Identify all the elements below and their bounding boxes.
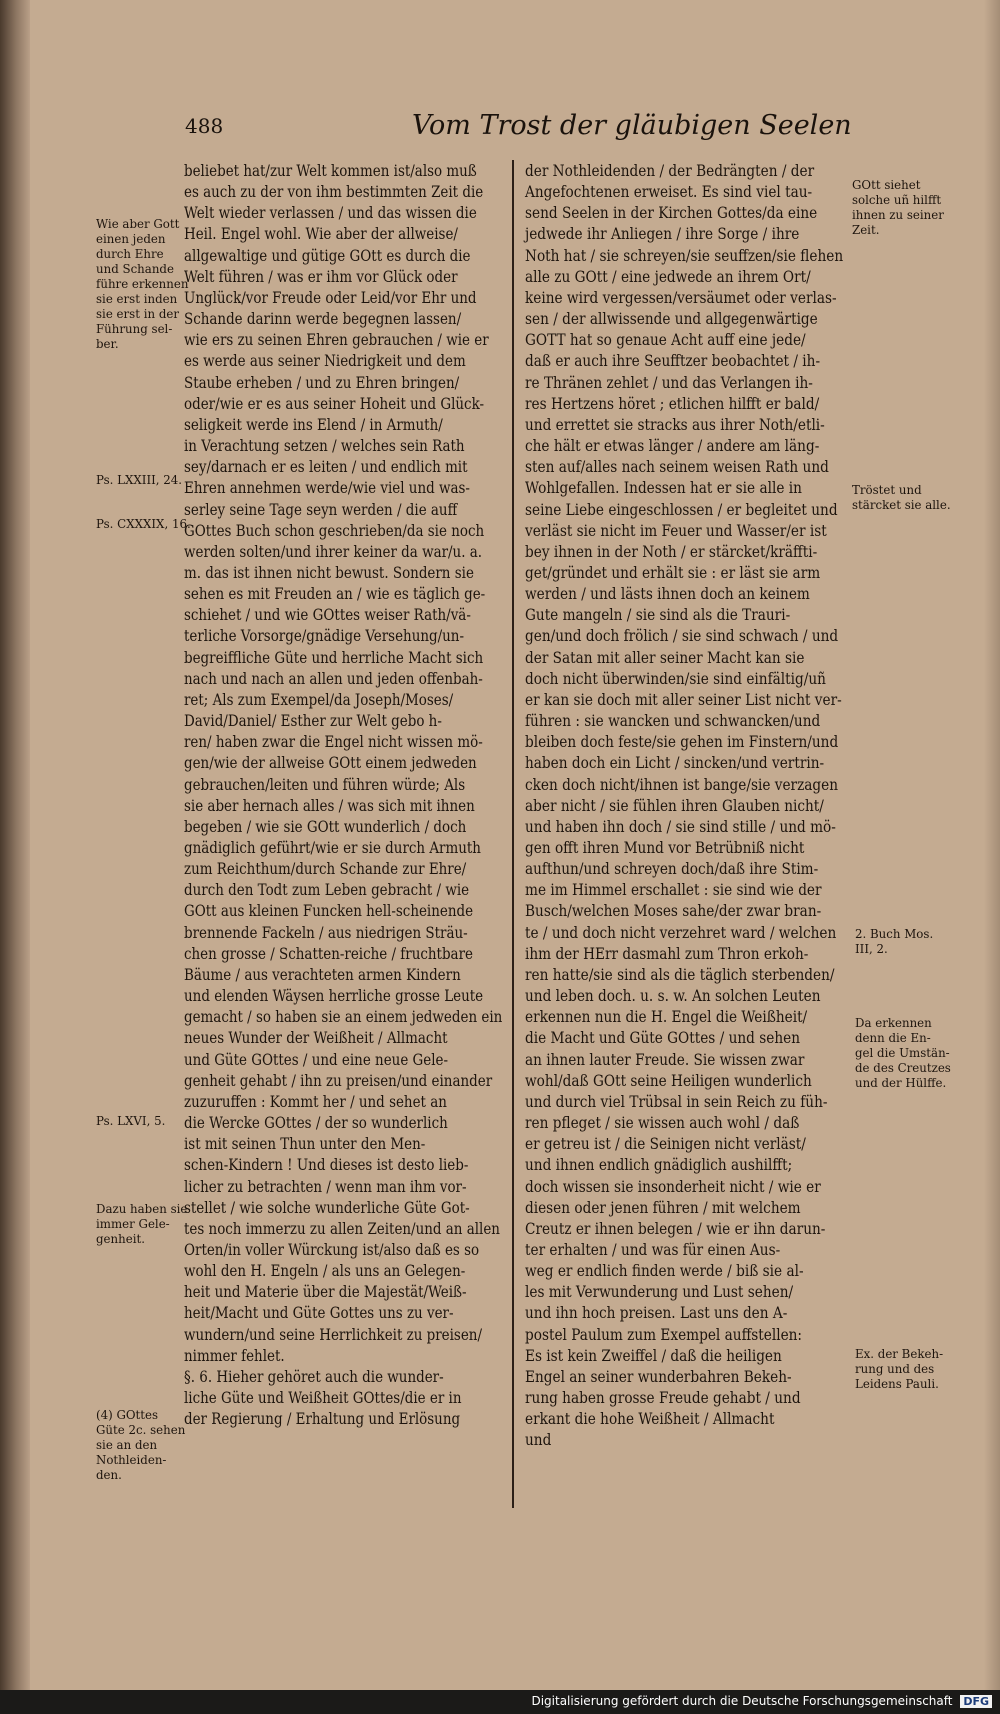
text-line: Orten/in voller Würckung ist/also daß es so xyxy=(184,1239,480,1259)
text-line: bleiben doch feste/sie gehen im Finstern/und xyxy=(525,732,839,752)
text-line: Welt wieder verlassen / und das wissen die xyxy=(184,203,477,223)
text-line: Noth hat / sie schreyen/sie seuffzen/sie flehen xyxy=(525,245,844,265)
text-line: sey/darnach er es leiten / und endlich mit xyxy=(184,457,468,477)
margin-note-gottes-guete: (4) GOttes Güte 2c. sehen sie an den Nothleiden- den. xyxy=(96,1408,186,1482)
margin-note-da-erkennen: Da erkennen denn die En- gel die Umstän- de des Creutzes und der Hülffe. xyxy=(855,1016,951,1090)
text-line: wohl/daß GOtt seine Heiligen wunderlich xyxy=(525,1070,812,1090)
text-line: seine Liebe eingeschlossen / er begleitet und xyxy=(525,499,838,519)
text-line: ren/ haben zwar die Engel nicht wissen mö- xyxy=(184,732,483,752)
text-line: werden solten/und ihrer keiner da war/u. a. xyxy=(184,541,483,561)
text-line: me im Himmel erschallet : sie sind wie der xyxy=(525,880,822,900)
text-line: daß er auch ihre Seufftzer beobachtet / ih- xyxy=(525,351,821,371)
text-line: Ehren annehmen werde/wie viel und was- xyxy=(184,478,470,498)
column-divider xyxy=(512,160,514,1508)
text-line: re Thränen zehlet / und das Verlangen ih- xyxy=(525,372,813,392)
text-line: zuzuruffen : Kommt her / und sehet an xyxy=(184,1091,447,1111)
text-line: er getreu ist / die Seinigen nicht verläst/ xyxy=(525,1134,806,1154)
text-line: weg er endlich finden werde / biß sie al- xyxy=(525,1261,804,1281)
text-line: Welt führen / was er ihm vor Glück oder xyxy=(184,266,458,286)
margin-note-gott-siehet: GOtt siehet solche uñ hilfft ihnen zu seiner Zeit. xyxy=(852,178,944,237)
text-line: terliche Vorsorge/gnädige Versehung/un- xyxy=(184,626,465,646)
text-line: der Regierung / Erhaltung und Erlösung xyxy=(184,1409,461,1429)
margin-note-dazu-haben: Dazu haben sie immer Gele- genheit. xyxy=(96,1202,188,1246)
text-line: Bäume / aus verachteten armen Kindern xyxy=(184,964,461,984)
text-line: §. 6. Hieher gehöret auch die wunder- xyxy=(184,1366,444,1386)
text-line: führen : sie wancken und schwancken/und xyxy=(525,711,821,731)
margin-note-wie-aber-gott: Wie aber Gott einen jeden durch Ehre und Schande führe erkennen sie erst inden sie erst in der Führung sel- ber. xyxy=(96,217,189,351)
text-line: er kan sie doch mit aller seiner List nicht ver- xyxy=(525,689,842,709)
text-line: Schande darinn werde begegnen lassen/ xyxy=(184,309,462,329)
text-line: Busch/welchen Moses sahe/der zwar bran- xyxy=(525,901,822,921)
text-line: wundern/und seine Herrlichkeit zu preisen/ xyxy=(184,1324,482,1344)
text-line: gebrauchen/leiten und führen würde; Als xyxy=(184,774,466,794)
text-line: liche Güte und Weißheit GOttes/die er in xyxy=(184,1388,462,1408)
text-line: und ihn hoch preisen. Last uns den A- xyxy=(525,1303,788,1323)
text-line: David/Daniel/ Esther zur Welt gebo h- xyxy=(184,711,442,731)
text-line: erkant die hohe Weißheit / Allmacht xyxy=(525,1409,775,1429)
text-line: haben doch ein Licht / sincken/und vertrin- xyxy=(525,753,825,773)
text-line: che hält er etwas länger / andere am läng- xyxy=(525,436,820,456)
text-line: schiehet / und wie GOttes weiser Rath/vä- xyxy=(184,605,471,625)
text-line: aber nicht / sie fühlen ihren Glauben nicht/ xyxy=(525,795,824,815)
text-line: Heil. Engel wohl. Wie aber der allweise/ xyxy=(184,224,458,244)
text-line: les mit Verwunderung und Lust sehen/ xyxy=(525,1282,794,1302)
text-line: und errettet sie stracks aus ihrer Noth/etli- xyxy=(525,414,825,434)
text-line: rung haben grosse Freude gehabt / und xyxy=(525,1388,801,1408)
text-line: serley seine Tage seyn werden / die auff xyxy=(184,499,458,519)
text-line: GOtt aus kleinen Funcken hell-scheinende xyxy=(184,901,474,921)
book-binding xyxy=(0,0,30,1690)
text-line: doch wissen sie insonderheit nicht / wie er xyxy=(525,1176,821,1196)
text-line: schen-Kindern ! Und dieses ist desto lieb- xyxy=(184,1155,469,1175)
text-line: ihm der HErr dasmahl zum Thron erkoh- xyxy=(525,943,809,963)
running-head: Vom Trost der gläubigen Seelen xyxy=(412,110,852,141)
text-line: beliebet hat/zur Welt kommen ist/also muß xyxy=(184,161,477,180)
credit-text: Digitalisierung gefördert durch die Deutsche Forschungsgemeinschaft xyxy=(531,1694,953,1708)
text-line: nimmer fehlet. xyxy=(184,1345,285,1365)
text-line: te / und doch nicht verzehret ward / welchen xyxy=(525,922,837,942)
left-text-column xyxy=(184,160,560,1429)
text-line: gemacht / so haben sie an einem jedweden ein xyxy=(184,1007,503,1027)
margin-note-ps-139: Ps. CXXXIX, 16. xyxy=(96,517,191,531)
text-line: seligkeit werde ins Elend / in Armuth/ xyxy=(184,414,443,434)
margin-note-ps-66: Ps. LXVI, 5. xyxy=(96,1114,166,1128)
margin-note-buch-mose: 2. Buch Mos. III, 2. xyxy=(855,927,934,956)
text-line: gen offt ihren Mund vor Betrübniß nicht xyxy=(525,838,805,857)
text-line: der Nothleidenden / der Bedrängten / der xyxy=(525,161,815,180)
text-line: diesen oder jenen führen / mit welchem xyxy=(525,1197,801,1217)
text-line: ter erhalten / und was für einen Aus- xyxy=(525,1239,781,1259)
page-edge xyxy=(984,0,1000,1690)
text-line: nach und nach an allen und jeden offenbah- xyxy=(184,668,483,688)
text-line: zum Reichthum/durch Schande zur Ehre/ xyxy=(184,859,467,879)
text-line: stellet / wie solche wunderliche Güte Got- xyxy=(184,1197,470,1217)
text-line: und durch viel Trübsal in sein Reich zu füh- xyxy=(525,1091,828,1111)
text-line: send Seelen in der Kirchen Gottes/da eine xyxy=(525,203,818,223)
text-line: und ihnen endlich gnädiglich aushilfft; xyxy=(525,1155,793,1175)
text-line: aufthun/und schreyen doch/daß ihre Stim- xyxy=(525,859,819,879)
text-line: neues Wunder der Weißheit / Allmacht xyxy=(184,1028,448,1048)
text-line: und haben ihn doch / sie sind stille / und mö- xyxy=(525,816,836,836)
text-line: postel Paulum zum Exempel auffstellen: xyxy=(525,1324,803,1344)
margin-note-ex-bekehrung: Ex. der Bekeh- rung und des Leidens Pauli. xyxy=(855,1347,944,1391)
text-line: Angefochtenen erweiset. Es sind viel tau- xyxy=(525,182,813,202)
text-line: sehen es mit Freuden an / wie es täglich ge- xyxy=(184,584,486,604)
text-line: doch nicht überwinden/sie sind einfältig/uñ xyxy=(525,668,826,688)
margin-note-ps-73: Ps. LXXIII, 24. xyxy=(96,473,183,487)
text-line: Creutz er ihnen belegen / wie er ihn darun- xyxy=(525,1218,826,1238)
text-line: m. das ist ihnen nicht bewust. Sondern sie xyxy=(184,562,474,582)
text-line: der Satan mit aller seiner Macht kan sie xyxy=(525,647,805,667)
text-line: ret; Als zum Exempel/da Joseph/Moses/ xyxy=(184,689,454,709)
dfg-logo-icon: DFG xyxy=(960,1695,992,1708)
text-line: sen / der allwissende und allgegenwärtige xyxy=(525,309,818,329)
text-line: und Güte GOttes / und eine neue Gele- xyxy=(184,1049,449,1069)
text-line: ist mit seinen Thun unter den Men- xyxy=(184,1134,426,1154)
text-line: wie ers zu seinen Ehren gebrauchen / wie er xyxy=(184,330,489,350)
text-line: res Hertzens höret ; etlichen hilfft er bald/ xyxy=(525,393,820,413)
page-number: 488 xyxy=(185,114,224,138)
text-line: Staube erheben / und zu Ehren bringen/ xyxy=(184,372,460,392)
text-line: oder/wie er es aus seiner Hoheit und Glück- xyxy=(184,393,485,413)
page-header xyxy=(40,110,980,146)
text-line: werden / und lästs ihnen doch an keinem xyxy=(525,584,810,604)
text-line: Engel an seiner wunderbahren Bekeh- xyxy=(525,1366,792,1386)
text-line: verläst sie nicht im Feuer und Wasser/er ist xyxy=(525,520,827,540)
text-line: heit und Materie über die Majestät/Weiß- xyxy=(184,1282,467,1302)
text-line: begreiffliche Güte und herrliche Macht sich xyxy=(184,647,484,667)
text-line: es auch zu der von ihm bestimmten Zeit die xyxy=(184,182,484,202)
text-line: Wohlgefallen. Indessen hat er sie alle in xyxy=(525,478,802,498)
text-line: an ihnen lauter Freude. Sie wissen zwar xyxy=(525,1049,805,1069)
text-line: und elenden Wäysen herrliche grosse Leute xyxy=(184,986,484,1006)
text-line: genheit gehabt / ihn zu preisen/und einander xyxy=(184,1070,493,1090)
text-line: allgewaltige und gütige GOtt es durch die xyxy=(184,245,471,265)
text-line: cken doch nicht/ihnen ist bange/sie verzagen xyxy=(525,774,839,794)
text-line: wohl den H. Engeln / als uns an Gelegen- xyxy=(184,1261,466,1281)
text-line: jedwede ihr Anliegen / ihre Sorge / ihre xyxy=(525,224,800,244)
text-line: alle zu GOtt / eine jedwede an ihrem Ort/ xyxy=(525,266,811,286)
text-line: die Macht und Güte GOttes / und sehen xyxy=(525,1028,800,1048)
text-line: brennende Fackeln / aus niedrigen Sträu- xyxy=(184,922,468,942)
text-line: es werde aus seiner Niedrigkeit und dem xyxy=(184,351,466,371)
text-line: GOTT hat so genaue Acht auff eine jede/ xyxy=(525,330,806,350)
text-line: begeben / wie sie GOtt wunderlich / doch xyxy=(184,816,467,836)
text-line: heit/Macht und Güte Gottes uns zu ver- xyxy=(184,1303,454,1323)
text-line: durch den Todt zum Leben gebracht / wie xyxy=(184,880,470,900)
text-line: ren hatte/sie sind als die täglich sterbenden/ xyxy=(525,964,835,984)
text-line: ren pfleget / sie wissen auch wohl / daß xyxy=(525,1113,800,1133)
text-line: gnädiglich geführt/wie er sie durch Armuth xyxy=(184,838,481,857)
text-line: bey ihnen in der Noth / er stärcket/kräffti- xyxy=(525,541,818,561)
text-line: gen/wie der allweise GOtt einem jedweden xyxy=(184,753,477,773)
right-text-column xyxy=(525,160,895,1451)
digitization-credit xyxy=(531,1694,992,1708)
text-line: sie aber hernach alles / was sich mit ihnen xyxy=(184,795,475,815)
text-line: tes noch immerzu zu allen Zeiten/und an allen xyxy=(184,1218,500,1238)
margin-note-troestet: Tröstet und stärcket sie alle. xyxy=(852,483,951,512)
text-line: gen/und doch frölich / sie sind schwach / und xyxy=(525,626,839,646)
text-line: und leben doch. u. s. w. An solchen Leuten xyxy=(525,986,821,1006)
text-line: die Wercke GOttes / der so wunderlich xyxy=(184,1113,448,1133)
text-line: in Verachtung setzen / welches sein Rath xyxy=(184,436,465,456)
text-line: erkennen nun die H. Engel die Weißheit/ xyxy=(525,1007,808,1027)
text-line: keine wird vergessen/versäumet oder verlas- xyxy=(525,287,837,307)
text-line: Es ist kein Zweiffel / daß die heiligen xyxy=(525,1345,782,1365)
text-line: chen grosse / Schatten-reiche / fruchtbare xyxy=(184,943,473,963)
text-line: Gute mangeln / sie sind als die Trauri- xyxy=(525,605,791,625)
text-line: Unglück/vor Freude oder Leid/vor Ehr und xyxy=(184,287,477,307)
text-line: licher zu betrachten / wenn man ihm vor- xyxy=(184,1176,467,1196)
text-line: get/gründet und erhält sie : er läst sie arm xyxy=(525,562,821,582)
text-line: GOttes Buch schon geschrieben/da sie noch xyxy=(184,520,485,540)
text-line: und xyxy=(525,1430,552,1450)
text-line: sten auf/alles nach seinem weisen Rath und xyxy=(525,457,829,477)
